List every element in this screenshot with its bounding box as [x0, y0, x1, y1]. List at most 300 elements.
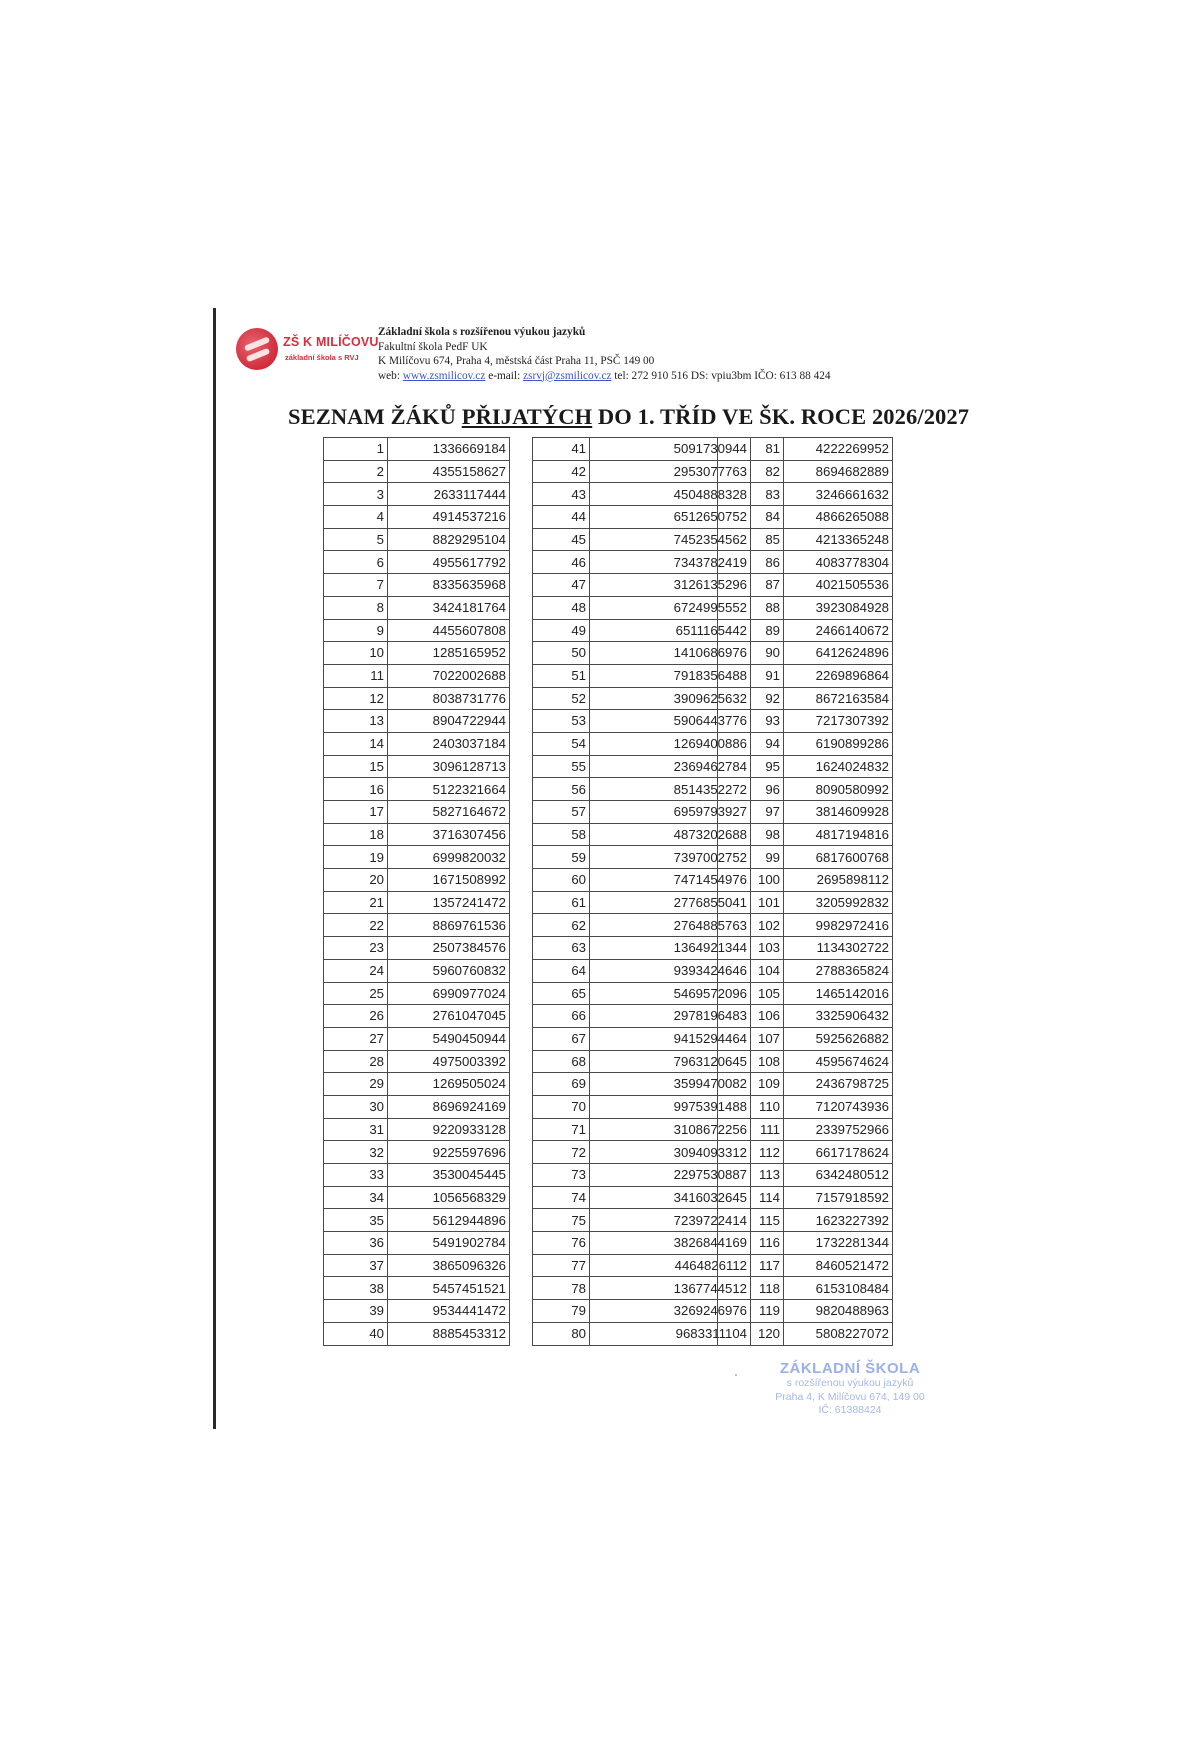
table-row	[324, 1164, 510, 1187]
row-number: 30	[324, 1095, 388, 1118]
student-code: 1465142016	[784, 982, 893, 1005]
row-number: 100	[718, 869, 784, 892]
school-affiliation: Fakultní škola PedF UK	[378, 340, 488, 353]
student-code: 1056568329	[388, 1186, 510, 1209]
student-code: 3126135296	[590, 574, 751, 597]
row-number: 110	[718, 1095, 784, 1118]
row-number: 53	[533, 710, 590, 733]
row-number: 72	[533, 1141, 590, 1164]
student-code: 9220933128	[388, 1118, 510, 1141]
row-number: 62	[533, 914, 590, 937]
row-number: 88	[718, 596, 784, 619]
web-label: web:	[378, 369, 400, 382]
school-logo	[236, 326, 379, 374]
student-code: 9415294464	[590, 1027, 751, 1050]
table-row	[718, 982, 893, 1005]
school-contact	[378, 369, 831, 384]
row-number: 7	[324, 574, 388, 597]
row-number: 105	[718, 982, 784, 1005]
table-row	[718, 732, 893, 755]
table-row	[718, 1322, 893, 1345]
student-code: 5491902784	[388, 1232, 510, 1255]
student-code: 7397002752	[590, 846, 751, 869]
student-code: 2633117444	[388, 483, 510, 506]
table-row	[718, 438, 893, 461]
row-number: 104	[718, 959, 784, 982]
student-code: 3325906432	[784, 1005, 893, 1028]
row-number: 32	[324, 1141, 388, 1164]
student-code: 9225597696	[388, 1141, 510, 1164]
student-code: 7239722414	[590, 1209, 751, 1232]
student-code: 5091730944	[590, 438, 751, 461]
student-code: 4355158627	[388, 460, 510, 483]
student-code: 4955617792	[388, 551, 510, 574]
table-row	[718, 1073, 893, 1096]
student-code: 2403037184	[388, 732, 510, 755]
table-row	[324, 506, 510, 529]
row-number: 118	[718, 1277, 784, 1300]
row-number: 67	[533, 1027, 590, 1050]
row-number: 18	[324, 823, 388, 846]
student-code: 1357241472	[388, 891, 510, 914]
school-address: K Milíčovu 674, Praha 4, městská část Praha 11, PSČ 149 00	[378, 355, 655, 367]
student-code: 5612944896	[388, 1209, 510, 1232]
contact-details: tel: 272 910 516 DS: vpiu3bm IČO: 613 88 424	[614, 369, 831, 382]
row-number: 106	[718, 1005, 784, 1028]
student-code: 4464826112	[590, 1254, 751, 1277]
student-code: 4873202688	[590, 823, 751, 846]
page-margin-line	[213, 308, 216, 1429]
student-code: 5827164672	[388, 801, 510, 824]
row-number: 81	[718, 438, 784, 461]
student-code: 1732281344	[784, 1232, 893, 1255]
table-row	[324, 1095, 510, 1118]
table-row	[324, 1186, 510, 1209]
row-number: 12	[324, 687, 388, 710]
table-row	[324, 1209, 510, 1232]
student-code: 4455607808	[388, 619, 510, 642]
row-number: 44	[533, 506, 590, 529]
table-row	[718, 664, 893, 687]
row-number: 80	[533, 1322, 590, 1345]
student-code: 5457451521	[388, 1277, 510, 1300]
school-stamp	[755, 1360, 945, 1418]
row-number: 82	[718, 460, 784, 483]
student-code: 7217307392	[784, 710, 893, 733]
student-code: 5960760832	[388, 959, 510, 982]
email-link[interactable]: zsrvj@zsmilicov.cz	[523, 369, 612, 382]
row-number: 66	[533, 1005, 590, 1028]
student-code: 4975003392	[388, 1050, 510, 1073]
row-number: 24	[324, 959, 388, 982]
stamp-speck	[735, 1374, 737, 1376]
stamp-line-2: s rozšířenou výukou jazyků	[786, 1377, 914, 1389]
row-number: 68	[533, 1050, 590, 1073]
table-row	[718, 1164, 893, 1187]
row-number: 27	[324, 1027, 388, 1050]
table-row	[324, 982, 510, 1005]
student-code: 3909625632	[590, 687, 751, 710]
table-row	[718, 755, 893, 778]
table-row	[324, 1005, 510, 1028]
table-row	[324, 1141, 510, 1164]
row-number: 102	[718, 914, 784, 937]
row-number: 35	[324, 1209, 388, 1232]
email-label: e-mail:	[488, 369, 521, 382]
table-row	[718, 823, 893, 846]
row-number: 98	[718, 823, 784, 846]
student-code: 8460521472	[784, 1254, 893, 1277]
student-code: 3096128713	[388, 755, 510, 778]
student-code: 3530045445	[388, 1164, 510, 1187]
table-row	[718, 869, 893, 892]
student-code: 8090580992	[784, 778, 893, 801]
table-row	[718, 1027, 893, 1050]
student-code: 4213365248	[784, 528, 893, 551]
row-number: 70	[533, 1095, 590, 1118]
table-row	[718, 710, 893, 733]
table-row	[324, 710, 510, 733]
table-row	[324, 846, 510, 869]
row-number: 113	[718, 1164, 784, 1187]
student-code: 6342480512	[784, 1164, 893, 1187]
student-code: 4083778304	[784, 551, 893, 574]
student-code: 3205992832	[784, 891, 893, 914]
row-number: 39	[324, 1300, 388, 1323]
student-code: 2788365824	[784, 959, 893, 982]
student-code: 4866265088	[784, 506, 893, 529]
row-number: 33	[324, 1164, 388, 1187]
student-code: 6153108484	[784, 1277, 893, 1300]
student-code: 6511165442	[590, 619, 751, 642]
table-row	[324, 1027, 510, 1050]
student-code: 3814609928	[784, 801, 893, 824]
table-row	[718, 619, 893, 642]
table-row	[324, 937, 510, 960]
table-row	[718, 937, 893, 960]
student-code: 8829295104	[388, 528, 510, 551]
student-code: 2436798725	[784, 1073, 893, 1096]
title-underlined: PŘIJATÝCH	[461, 404, 593, 429]
stamp-line-3: Praha 4, K Milíčovu 674, 149 00	[775, 1390, 925, 1403]
row-number: 15	[324, 755, 388, 778]
row-number: 78	[533, 1277, 590, 1300]
row-number: 120	[718, 1322, 784, 1345]
student-code: 1623227392	[784, 1209, 893, 1232]
table-row	[718, 846, 893, 869]
student-code: 9534441472	[388, 1300, 510, 1323]
student-code: 2297530887	[590, 1164, 751, 1187]
row-number: 1	[324, 438, 388, 461]
stamp-line-4: IČ: 61388424	[818, 1404, 882, 1416]
table-row	[718, 460, 893, 483]
student-code: 2953077763	[590, 460, 751, 483]
table-row	[324, 891, 510, 914]
student-code: 5925626882	[784, 1027, 893, 1050]
row-number: 117	[718, 1254, 784, 1277]
table-row	[324, 755, 510, 778]
row-number: 77	[533, 1254, 590, 1277]
row-number: 111	[718, 1118, 784, 1141]
title-part-2: DO 1. TŘÍD VE ŠK. ROCE 2026/2027	[592, 404, 970, 429]
student-code: 6817600768	[784, 846, 893, 869]
student-code: 3269246976	[590, 1300, 751, 1323]
letterhead	[378, 325, 831, 383]
row-number: 3	[324, 483, 388, 506]
row-number: 11	[324, 664, 388, 687]
table-row	[718, 1186, 893, 1209]
table-row	[718, 1095, 893, 1118]
document-title	[288, 404, 969, 430]
row-number: 108	[718, 1050, 784, 1073]
table-row	[718, 1005, 893, 1028]
row-number: 75	[533, 1209, 590, 1232]
student-code: 7963120645	[590, 1050, 751, 1073]
student-code: 3416032645	[590, 1186, 751, 1209]
table-row	[324, 823, 510, 846]
row-number: 8	[324, 596, 388, 619]
row-number: 40	[324, 1322, 388, 1345]
student-code: 7471454976	[590, 869, 751, 892]
student-code: 1624024832	[784, 755, 893, 778]
table-row	[324, 1300, 510, 1323]
row-number: 52	[533, 687, 590, 710]
row-number: 61	[533, 891, 590, 914]
student-code: 5490450944	[388, 1027, 510, 1050]
row-number: 6	[324, 551, 388, 574]
student-code: 2764885763	[590, 914, 751, 937]
row-number: 43	[533, 483, 590, 506]
row-number: 96	[718, 778, 784, 801]
student-code: 7120743936	[784, 1095, 893, 1118]
table-row	[324, 1277, 510, 1300]
table-row	[324, 687, 510, 710]
table-row	[718, 528, 893, 551]
student-code: 3424181764	[388, 596, 510, 619]
student-code: 6959793927	[590, 801, 751, 824]
row-number: 17	[324, 801, 388, 824]
student-code: 1285165952	[388, 642, 510, 665]
web-link[interactable]: www.zsmilicov.cz	[402, 369, 486, 382]
student-code: 9683311104	[590, 1322, 751, 1345]
row-number: 20	[324, 869, 388, 892]
student-code: 4222269952	[784, 438, 893, 461]
student-code: 9975391488	[590, 1095, 751, 1118]
table-row	[718, 642, 893, 665]
student-code: 7157918592	[784, 1186, 893, 1209]
row-number: 92	[718, 687, 784, 710]
row-number: 48	[533, 596, 590, 619]
row-number: 57	[533, 801, 590, 824]
student-code: 5906443776	[590, 710, 751, 733]
row-number: 87	[718, 574, 784, 597]
student-code: 4817194816	[784, 823, 893, 846]
student-code: 1336669184	[388, 438, 510, 461]
logo-subtitle: základní škola s RVJ	[285, 353, 359, 362]
row-number: 95	[718, 755, 784, 778]
student-code: 5469572096	[590, 982, 751, 1005]
student-code: 1364921344	[590, 937, 751, 960]
row-number: 63	[533, 937, 590, 960]
student-code: 8672163584	[784, 687, 893, 710]
row-number: 26	[324, 1005, 388, 1028]
row-number: 109	[718, 1073, 784, 1096]
student-code: 3094093312	[590, 1141, 751, 1164]
row-number: 79	[533, 1300, 590, 1323]
row-number: 64	[533, 959, 590, 982]
title-part-1: SEZNAM ŽÁKŮ	[288, 404, 462, 429]
table-row	[324, 664, 510, 687]
student-code: 6512650752	[590, 506, 751, 529]
row-number: 112	[718, 1141, 784, 1164]
table-row	[718, 1254, 893, 1277]
table-row	[718, 1141, 893, 1164]
roster-table-3	[717, 437, 893, 1346]
row-number: 4	[324, 506, 388, 529]
student-code: 1410686976	[590, 642, 751, 665]
table-row	[718, 551, 893, 574]
row-number: 114	[718, 1186, 784, 1209]
table-row	[718, 1209, 893, 1232]
row-number: 38	[324, 1277, 388, 1300]
row-number: 84	[718, 506, 784, 529]
table-row	[718, 1232, 893, 1255]
row-number: 97	[718, 801, 784, 824]
student-code: 2761047045	[388, 1005, 510, 1028]
table-row	[324, 914, 510, 937]
row-number: 37	[324, 1254, 388, 1277]
table-row	[324, 778, 510, 801]
table-row	[324, 483, 510, 506]
table-row	[718, 483, 893, 506]
row-number: 51	[533, 664, 590, 687]
student-code: 5808227072	[784, 1322, 893, 1345]
table-row	[718, 891, 893, 914]
table-row	[324, 642, 510, 665]
row-number: 13	[324, 710, 388, 733]
student-code: 7022002688	[388, 664, 510, 687]
table-row	[718, 1300, 893, 1323]
student-code: 8335635968	[388, 574, 510, 597]
student-code: 3716307456	[388, 823, 510, 846]
row-number: 9	[324, 619, 388, 642]
roster-table-1	[323, 437, 510, 1346]
student-code: 4595674624	[784, 1050, 893, 1073]
table-row	[324, 1118, 510, 1141]
row-number: 86	[718, 551, 784, 574]
row-number: 116	[718, 1232, 784, 1255]
student-code: 3599470082	[590, 1073, 751, 1096]
student-code: 1134302722	[784, 937, 893, 960]
student-code: 8885453312	[388, 1322, 510, 1345]
row-number: 46	[533, 551, 590, 574]
table-row	[324, 801, 510, 824]
row-number: 99	[718, 846, 784, 869]
student-code: 8696924169	[388, 1095, 510, 1118]
table-row	[324, 460, 510, 483]
student-code: 5122321664	[388, 778, 510, 801]
row-number: 54	[533, 732, 590, 755]
student-code: 3826844169	[590, 1232, 751, 1255]
row-number: 29	[324, 1073, 388, 1096]
row-number: 93	[718, 710, 784, 733]
row-number: 22	[324, 914, 388, 937]
row-number: 59	[533, 846, 590, 869]
table-row	[718, 506, 893, 529]
row-number: 14	[324, 732, 388, 755]
row-number: 69	[533, 1073, 590, 1096]
row-number: 115	[718, 1209, 784, 1232]
student-code: 2369462784	[590, 755, 751, 778]
student-code: 3246661632	[784, 483, 893, 506]
student-code: 3923084928	[784, 596, 893, 619]
row-number: 34	[324, 1186, 388, 1209]
student-code: 7343782419	[590, 551, 751, 574]
table-row	[324, 574, 510, 597]
table-row	[324, 1254, 510, 1277]
row-number: 16	[324, 778, 388, 801]
table-row	[324, 869, 510, 892]
student-code: 6190899286	[784, 732, 893, 755]
table-row	[324, 551, 510, 574]
table-row	[324, 1322, 510, 1345]
student-code: 1269400886	[590, 732, 751, 755]
student-code: 1671508992	[388, 869, 510, 892]
row-number: 101	[718, 891, 784, 914]
row-number: 31	[324, 1118, 388, 1141]
student-code: 2776855041	[590, 891, 751, 914]
student-code: 3865096326	[388, 1254, 510, 1277]
student-code: 4914537216	[388, 506, 510, 529]
student-code: 2978196483	[590, 1005, 751, 1028]
table-row	[718, 1050, 893, 1073]
table-row	[718, 596, 893, 619]
table-row	[718, 687, 893, 710]
school-name: Základní škola s rozšířenou výukou jazyků	[378, 326, 586, 338]
student-code: 6990977024	[388, 982, 510, 1005]
table-row	[718, 1277, 893, 1300]
row-number: 50	[533, 642, 590, 665]
student-code: 2507384576	[388, 937, 510, 960]
table-row	[324, 619, 510, 642]
row-number: 10	[324, 642, 388, 665]
row-number: 94	[718, 732, 784, 755]
student-code: 1367744512	[590, 1277, 751, 1300]
student-code: 3108672256	[590, 1118, 751, 1141]
table-row	[718, 1118, 893, 1141]
student-code: 2339752966	[784, 1118, 893, 1141]
student-code: 6617178624	[784, 1141, 893, 1164]
table-row	[324, 528, 510, 551]
table-row	[718, 801, 893, 824]
row-number: 45	[533, 528, 590, 551]
student-code: 7918356488	[590, 664, 751, 687]
table-row	[718, 574, 893, 597]
row-number: 76	[533, 1232, 590, 1255]
row-number: 42	[533, 460, 590, 483]
row-number: 65	[533, 982, 590, 1005]
stamp-line-1: ZÁKLADNÍ ŠKOLA	[779, 1360, 921, 1377]
row-number: 71	[533, 1118, 590, 1141]
table-row	[718, 959, 893, 982]
row-number: 56	[533, 778, 590, 801]
row-number: 41	[533, 438, 590, 461]
student-code: 9393424646	[590, 959, 751, 982]
student-code: 1269505024	[388, 1073, 510, 1096]
row-number: 83	[718, 483, 784, 506]
row-number: 60	[533, 869, 590, 892]
student-code: 7452354562	[590, 528, 751, 551]
